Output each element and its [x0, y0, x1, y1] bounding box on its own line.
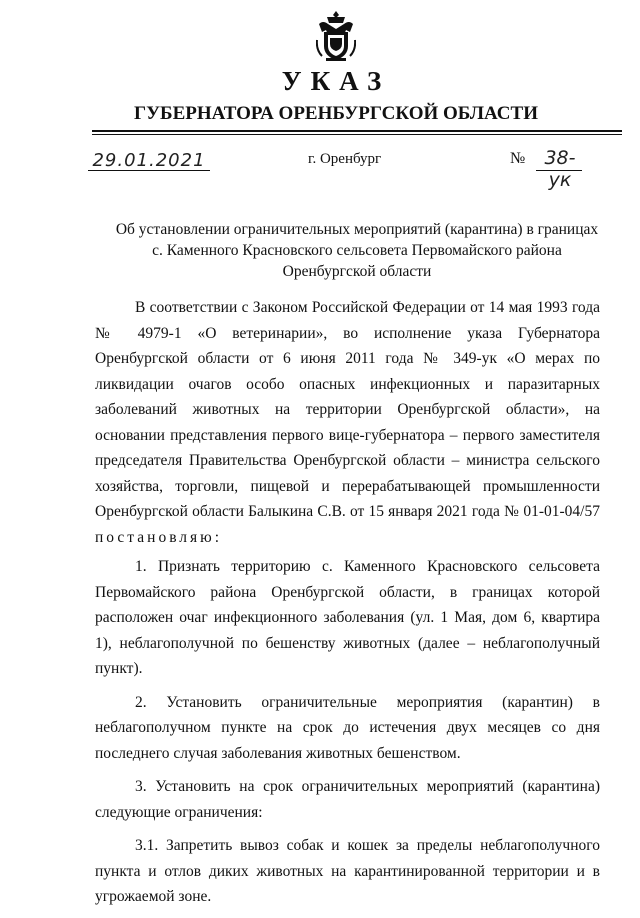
clause-3-1: 3.1. Запретить вывоз собак и кошек за пределы неблагополучного пункта и отлов диких животных на карантинированной территории и в угрожаемой зоне.	[95, 837, 600, 905]
heading-line: Оренбургской области	[282, 263, 432, 280]
decree-city: г. Оренбург	[308, 151, 382, 167]
resolution-keyword: постановляю:	[95, 528, 223, 546]
issuer-title: ГУБЕРНАТОРА ОРЕНБУРГСКОЙ ОБЛАСТИ	[134, 103, 538, 124]
decree-number: 38-ук	[544, 147, 576, 191]
decree-body	[95, 295, 600, 918]
clause-3: 3. Установить на срок ограничительных мероприятий (карантина) следующие ограничения:	[95, 778, 600, 821]
heading-line: с. Каменного Красновского сельсовета Первомайского района	[152, 242, 562, 259]
clause-2: 2. Установить ограничительные мероприятия (карантин) в неблагополучном пункте на срок до истечения двух месяцев со дня последнего случая заболевания животных бешенством.	[95, 693, 600, 762]
preamble-paragraph	[95, 295, 600, 550]
document-type-title: УКАЗ	[281, 66, 391, 96]
header-divider-thin	[92, 134, 622, 135]
decree-heading	[92, 219, 622, 282]
decree-date: 29.01.2021	[92, 150, 206, 171]
header-divider	[92, 130, 622, 132]
heading-line: Об установлении ограничительных мероприятий (карантина) в границах	[115, 221, 599, 238]
number-sign: №	[510, 150, 526, 167]
coat-of-arms-icon	[316, 10, 356, 62]
date-underline	[88, 170, 210, 171]
preamble-text: В соответствии с Законом Российской Федерации от 14 мая 1993 года № 4979-1 «О ветеринарии», во исполнение указа Губернатора Оренбургской области от 6 июня 2011 года № 349-ук «О мерах по ликвидации очагов особо опасных инфекционных и паразитарных заболеваний животных на территории Оренбургской области», на основании представления первого вице-губернатора – первого заместителя председателя Правительства Оренбургской области – министра сельского хозяйства, торговли, пищевой и перерабатывающей промышленности Оренбургской области Балыкина С.В. от 15 января 2021 года № 01-01-04/57	[95, 299, 600, 520]
number-underline	[536, 170, 582, 171]
clause-1: 1. Признать территорию с. Каменного Красновского сельсовета Первомайского района Оренбургской области, в границах которой расположен очаг инфекционного заболевания (ул. 1 Мая, дом 6, квартира 1), неблагополучной по бешенству животных (далее – неблагополучный пункт).	[95, 558, 600, 677]
